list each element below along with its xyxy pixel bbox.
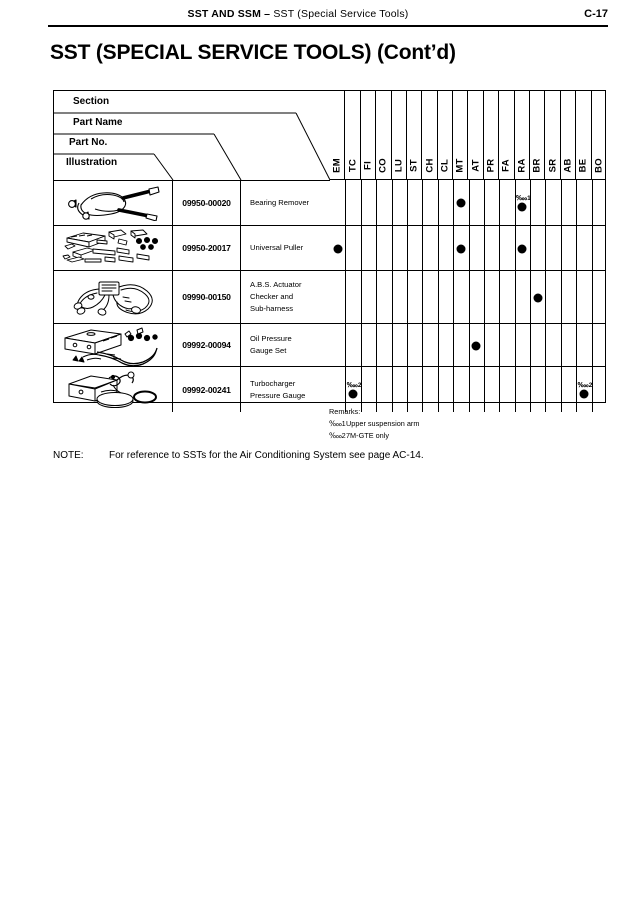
applicability-dot-tc <box>349 390 358 399</box>
column-header-fa <box>499 91 514 179</box>
applicability-dot-br <box>533 293 542 302</box>
column-header-label: RA <box>516 158 528 173</box>
oil-pressure-gauge-set-illustration <box>54 324 173 366</box>
applicability-dot-be <box>579 390 588 399</box>
grid-vline <box>453 226 454 270</box>
grid-vline <box>438 271 439 323</box>
grid-vline <box>561 367 562 412</box>
running-head-bold: SST AND SSM – <box>187 8 274 20</box>
grid-vline <box>592 324 593 366</box>
part-number-cell: 09992-00094 <box>173 324 241 366</box>
table-row <box>54 366 330 412</box>
part-name-line: Oil Pressure <box>250 334 292 344</box>
grid-vline <box>438 324 439 366</box>
grid-vline <box>561 226 562 270</box>
grid-vline <box>484 271 485 323</box>
column-header-em <box>330 91 345 179</box>
grid-vline <box>453 271 454 323</box>
grid-vline <box>376 180 377 225</box>
part-name-cell <box>241 226 330 270</box>
header-rule <box>48 25 608 27</box>
column-header-label: BR <box>531 158 543 173</box>
grid-vline <box>422 367 423 412</box>
column-header-label: FA <box>500 159 512 172</box>
part-number-cell: 09990-00150 <box>173 271 241 323</box>
grid-vline <box>453 367 454 412</box>
corner-label-section: Section <box>73 96 110 107</box>
column-header-label: CH <box>424 158 436 173</box>
grid-vline <box>345 271 346 323</box>
part-name-cell <box>241 324 330 366</box>
grid-vline <box>438 226 439 270</box>
grid-vline <box>515 226 516 270</box>
grid-vline <box>345 226 346 270</box>
column-header-label: ST <box>408 159 420 172</box>
grid-vline <box>592 367 593 412</box>
remarks-block <box>329 406 419 442</box>
remark-item <box>329 418 419 430</box>
column-header-tc <box>345 91 360 179</box>
grid-vline <box>592 226 593 270</box>
grid-vline <box>592 180 593 225</box>
note-line <box>53 450 424 461</box>
column-header-mt <box>453 91 468 179</box>
grid-vline <box>515 180 516 225</box>
grid-vline <box>484 367 485 412</box>
grid-vline <box>376 226 377 270</box>
grid-vline <box>392 324 393 366</box>
table-column-headers <box>330 91 605 180</box>
grid-vline <box>484 180 485 225</box>
corner-label-part-name: Part Name <box>73 117 123 128</box>
grid-vline <box>469 271 470 323</box>
column-header-br <box>530 91 545 179</box>
grid-vline <box>515 367 516 412</box>
table-grid-body <box>330 180 605 402</box>
part-number-cell: 09950-00020 <box>173 181 241 225</box>
table-row <box>54 323 330 366</box>
column-header-label: BO <box>593 158 605 173</box>
column-header-lu <box>392 91 407 179</box>
column-header-label: CL <box>439 158 451 173</box>
grid-vline <box>545 226 546 270</box>
remark-item <box>329 430 419 442</box>
grid-vline <box>469 226 470 270</box>
running-head <box>48 8 548 20</box>
grid-vline <box>484 226 485 270</box>
column-header-be <box>576 91 591 179</box>
grid-vline <box>499 324 500 366</box>
grid-vline <box>530 226 531 270</box>
remarks-title: Remarks: <box>329 407 361 416</box>
grid-vline <box>407 324 408 366</box>
applicability-dot-ra <box>518 244 527 253</box>
column-header-ab <box>561 91 576 179</box>
part-name-cell <box>241 181 330 225</box>
grid-row <box>330 225 605 270</box>
column-header-co <box>376 91 391 179</box>
applicability-dot-at <box>472 341 481 350</box>
column-header-label: BE <box>577 158 589 173</box>
turbocharger-pressure-gauge-illustration <box>54 367 173 412</box>
grid-vline <box>499 180 500 225</box>
grid-vline <box>561 271 562 323</box>
grid-vline <box>422 324 423 366</box>
column-header-pr <box>484 91 499 179</box>
column-header-label: SR <box>547 158 559 173</box>
table-left-block <box>54 91 330 402</box>
column-header-st <box>407 91 422 179</box>
grid-vline <box>392 271 393 323</box>
grid-vline <box>376 324 377 366</box>
grid-vline <box>345 180 346 225</box>
grid-vline <box>422 271 423 323</box>
column-header-ra <box>515 91 530 179</box>
table-row <box>54 180 330 225</box>
column-header-label: PR <box>485 158 497 173</box>
grid-vline <box>545 367 546 412</box>
grid-vline <box>576 271 577 323</box>
remarks-items <box>329 418 419 442</box>
column-header-label: MT <box>454 158 466 173</box>
grid-vline <box>499 226 500 270</box>
grid-vline <box>469 180 470 225</box>
remark-text: Upper suspension arm <box>346 419 420 429</box>
grid-vline <box>361 226 362 270</box>
table-row <box>54 225 330 270</box>
grid-vline <box>530 367 531 412</box>
part-name-line: Turbocharger <box>250 378 296 388</box>
column-header-label: TC <box>347 158 359 173</box>
column-header-bo <box>592 91 607 179</box>
grid-vline <box>376 271 377 323</box>
grid-vline <box>576 367 577 412</box>
grid-vline <box>392 226 393 270</box>
applicability-dot-em <box>333 244 342 253</box>
column-header-fi <box>361 91 376 179</box>
applicability-dot-mt <box>456 198 465 207</box>
applicability-dot-mt <box>456 244 465 253</box>
grid-vline <box>561 180 562 225</box>
column-header-label: AT <box>470 159 482 172</box>
page-header <box>48 8 608 34</box>
grid-vline <box>576 324 577 366</box>
grid-vline <box>453 324 454 366</box>
part-number-cell: 09992-00241 <box>173 367 241 412</box>
grid-vline <box>515 324 516 366</box>
abs-actuator-checker-illustration <box>54 271 173 323</box>
column-header-label: LU <box>393 158 405 173</box>
grid-vline <box>515 271 516 323</box>
grid-vline <box>422 226 423 270</box>
bearing-remover-illustration <box>54 181 173 225</box>
column-header-at <box>469 91 484 179</box>
footnote-marker: ‱1 <box>515 194 531 202</box>
part-name-cell <box>241 367 330 412</box>
part-name-line: Checker and <box>250 292 294 302</box>
grid-vline <box>392 180 393 225</box>
grid-vline <box>407 271 408 323</box>
universal-puller-illustration <box>54 226 173 270</box>
remark-marker: ‱1 <box>329 419 346 429</box>
corner-label-illustration: Illustration <box>66 157 118 168</box>
table-grid-block <box>330 91 605 402</box>
corner-label-part-no: Part No. <box>69 137 108 148</box>
grid-row <box>330 323 605 366</box>
grid-vline <box>499 367 500 412</box>
grid-vline <box>345 324 346 366</box>
note-text: For reference to SSTs for the Air Conditioning System see page AC-14. <box>109 450 424 461</box>
part-name-line: Universal Puller <box>250 243 304 253</box>
remark-text: 7M-GTE only <box>346 431 389 441</box>
grid-vline <box>545 180 546 225</box>
grid-vline <box>469 324 470 366</box>
part-name-cell <box>241 271 330 323</box>
grid-vline <box>438 180 439 225</box>
part-name-line: Gauge Set <box>250 346 287 355</box>
grid-vline <box>576 180 577 225</box>
grid-row <box>330 270 605 323</box>
grid-vline <box>499 271 500 323</box>
grid-vline <box>407 180 408 225</box>
page-title: SST (SPECIAL SERVICE TOOLS) (Cont’d) <box>50 41 456 64</box>
table-corner-header <box>54 91 330 180</box>
grid-vline <box>469 367 470 412</box>
grid-vline <box>530 324 531 366</box>
grid-vline <box>407 226 408 270</box>
grid-row <box>330 180 605 225</box>
part-name-line: Sub-harness <box>250 303 294 313</box>
column-header-label: FI <box>362 160 374 171</box>
grid-vline <box>361 324 362 366</box>
grid-vline <box>545 271 546 323</box>
footnote-marker: ‱2 <box>346 382 362 389</box>
grid-vline <box>530 271 531 323</box>
page-number: C-17 <box>584 8 608 20</box>
column-header-ch <box>422 91 437 179</box>
part-name-line: Bearing Remover <box>250 198 310 208</box>
column-header-label: AB <box>562 158 574 173</box>
table-row <box>54 270 330 323</box>
grid-vline <box>576 226 577 270</box>
applicability-dot-ra <box>518 202 527 211</box>
grid-vline <box>438 367 439 412</box>
note-label: NOTE: <box>53 450 84 461</box>
grid-vline <box>545 324 546 366</box>
grid-vline <box>422 180 423 225</box>
grid-vline <box>484 324 485 366</box>
grid-vline <box>361 271 362 323</box>
grid-vline <box>561 324 562 366</box>
grid-vline <box>361 180 362 225</box>
grid-vline <box>592 271 593 323</box>
part-name-line: Pressure Gauge <box>250 390 306 400</box>
grid-vline <box>530 180 531 225</box>
part-name-line: A.B.S. Actuator <box>250 280 302 290</box>
part-number-cell: 09950-20017 <box>173 226 241 270</box>
column-header-label: EM <box>331 158 343 173</box>
column-header-cl <box>438 91 453 179</box>
footnote-marker: ‱2 <box>577 382 593 389</box>
column-header-label: CO <box>377 158 389 173</box>
running-head-rest: SST (Special Service Tools) <box>273 8 409 20</box>
remark-marker: ‱2 <box>329 431 346 441</box>
sst-table <box>53 90 606 403</box>
column-header-sr <box>545 91 560 179</box>
grid-vline <box>453 180 454 225</box>
